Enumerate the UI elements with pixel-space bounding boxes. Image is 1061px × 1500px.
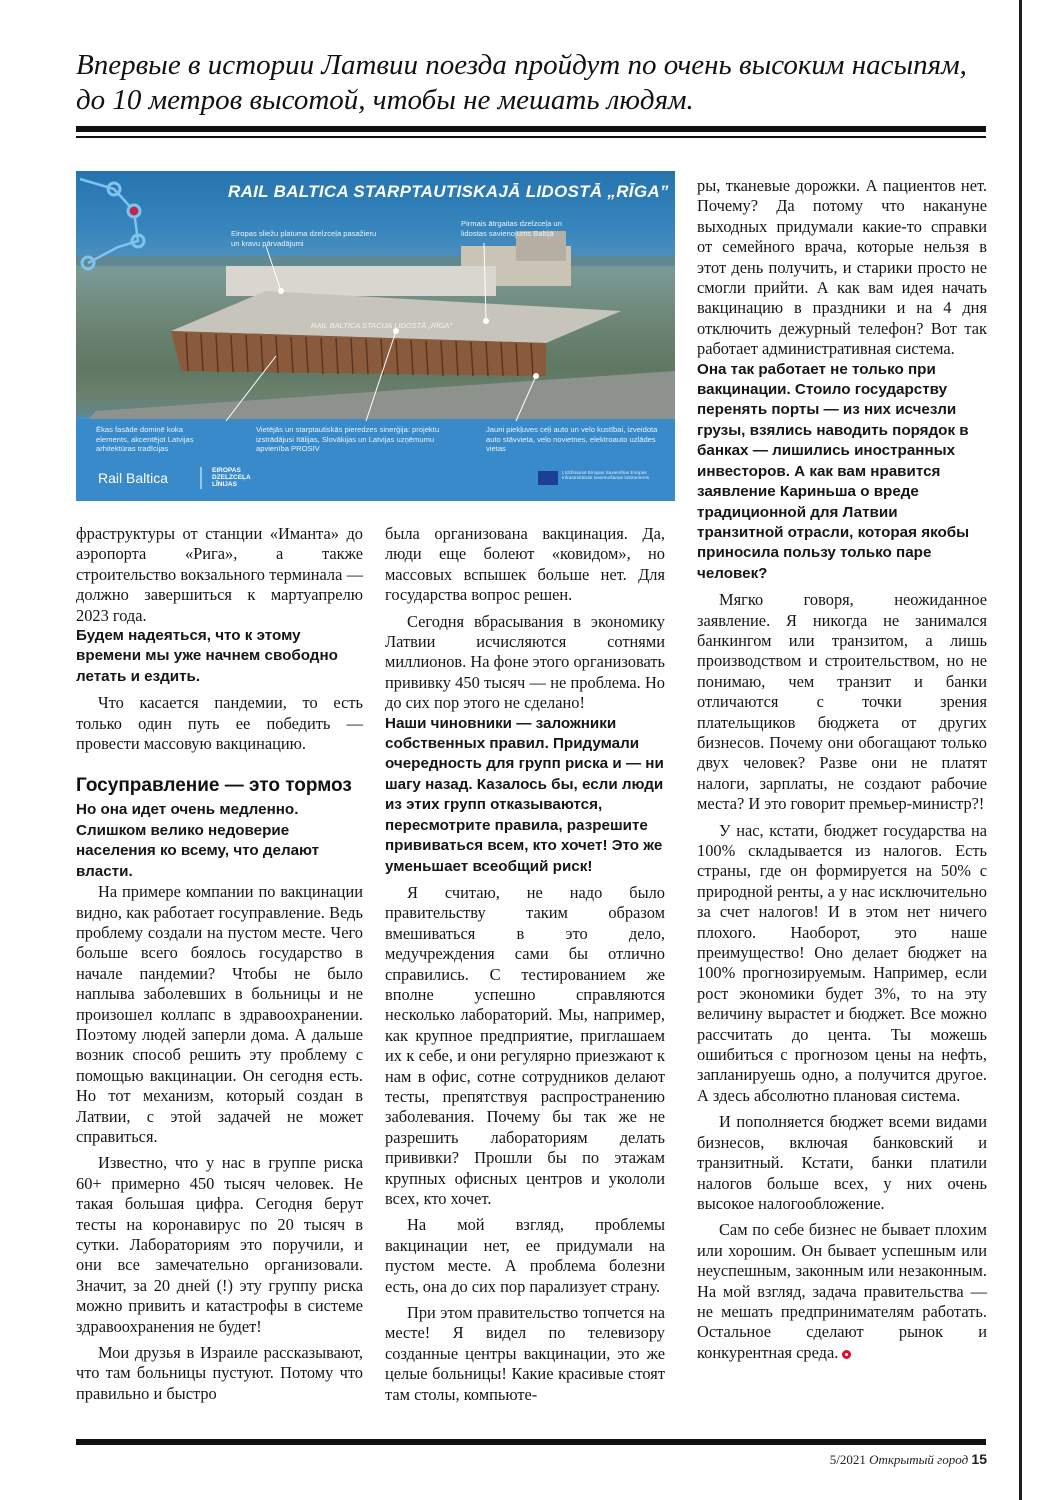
- col1-paragraph-5: На примере компании по вакцинации видно, как работает госуправление. Ведь проблему создали на пустом месте. Чего больше всего боялось государство в начале пандемии? Чтобы не было наплыва заболевших в больницы и не произошел коллапс в здравоохранении. Поэтому людей заперли дома. А дальше возник способ решить эту проблему с помощью вакцинации. Он сегодня есть. Но тот механизм, который создан в Латвии, с этой задачей не может справиться.: [76, 882, 363, 1146]
- col1-question-1: Будем надеяться, что к этому времени мы уже начнем свободно летать и ездить.: [76, 627, 338, 685]
- col3-paragraph-4: У нас, кстати, бюджет государства на 100% складывается из налогов. Есть страны, где он формируется на 50% с природной ренты, а у нас исключительно за счет налогов! И в этом нет ничего плохого. Наоборот, это наше преимущество! Оно делает бюджет на 100% прогнозируемым. Например, если рост экономики будет 3%, то на эту величину вырастет и бюджет. Все можно рассчитать до цента. Ты можешь ошибиться с прогнозом цены на нефть, запланируешь одно, а получится другое. А здесь абсолютно плановая система.: [697, 820, 987, 1105]
- col2-paragraph-1: была организована вакцинация. Да, люди еще болеют «ковидом», но массовых вспышек больше нет. Для государства вопрос решен.: [385, 524, 665, 605]
- infographic-note-2: Pirmais ātrgaitas dzelzceļa un lidostas savienojums Baltijā: [461, 219, 562, 238]
- bottom-rule: [76, 1439, 986, 1445]
- page-edge-line: [1019, 0, 1022, 1500]
- col2-question-1: Наши чиновники — заложники собственных правил. Придумали очередность для групп риска и — ни шагу назад. Казалось бы, если люди из этих групп отказываются, пересмотрите правила, разрешите прививаться всем, кто хочет! Это же уменьшает всеобщий риск!: [385, 714, 664, 875]
- eu-funding-text: Līdzfinansē Eiropas Savienības Eiropas infrastruktūras savienošanas instruments: [562, 471, 650, 482]
- infographic-title: RAIL BALTICA STARPTAUTISKAJĀ LIDOSTĀ „RĪGA”: [228, 182, 669, 201]
- column-2: [385, 524, 665, 1405]
- lead-paragraph: Впервые в истории Латвии поезда пройдут по очень высоким насыпям, до 10 метров высотой, чтобы не мешать людям.: [76, 49, 967, 116]
- column-3: [697, 176, 987, 1363]
- infographic-note-5: Jauni piekļuves ceļi auto un velo kustībai, izveidota auto stāvvieta, velo novietnes, elektroauto uzlādes vietas: [486, 425, 658, 453]
- section-heading: Госуправление — это тормоз: [76, 775, 352, 797]
- col2-paragraph-6: При этом правительство топчется на месте! Я видел по телевизору созданные центры вакцинации, это же целые больницы! Какие красивые стоят там столы, компьюте-: [385, 1303, 665, 1404]
- eu-flag-icon: [538, 471, 558, 485]
- edzl-logo: EIROPAS DZELZCEĻA LĪNIJAS: [212, 467, 251, 488]
- col1-paragraph-1: фраструктуры от станции «Иманта» до аэропорта «Рига», а также строительство вокзального терминала — должно завершиться к мартуапрелю 2023 года.: [76, 524, 363, 625]
- rail-baltica-logo: Rail Baltica: [98, 470, 169, 486]
- col2-paragraph-2: Сегодня вбрасывания в экономику Латвии исчисляются сотнями миллионов. На фоне этого организовать прививку 450 тысяч — не проблема. Но до сих пор этого не сделано!: [385, 611, 665, 713]
- page-number: 15: [971, 1451, 987, 1467]
- infographic-note-1: Eiropas sliežu platuma dzelzceļa pasažieru un kravu pārvadājumi: [231, 229, 377, 248]
- col3-paragraph-5: И пополняется бюджет всеми видами бизнесов, включая банковский и транзитный. Кстати, банки платили налогов больше всех, у них очень высокое налогообложение.: [697, 1112, 987, 1213]
- col1-question-2: Но она идет очень медленно. Слишком велико недоверие населения ко всему, что делают власти.: [76, 801, 320, 880]
- infographic-note-4: Vietējās un starptautiskās pieredzes sinerģija: projektu izstrādājusi Itālijas, Slovākijas un Latvijas uzņēmumu apvienība PROSIV: [256, 425, 440, 453]
- col1-paragraph-6: Известно, что у нас в группе риска 60+ примерно 450 тысяч человек. Не такая большая цифра. Сегодня берут тесты на коронавирус по 20 тысяч в сутки. Лабораториям это поручили, и они все замечательно организовали. Значит, за 20 дней (!) эту группу риска можно привить и катастрофы в системе здравоохранения не будет!: [76, 1153, 363, 1336]
- rail-baltica-infographic: [76, 171, 675, 501]
- col3-paragraph-6-text: Сам по себе бизнес не бывает плохим или хорошим. Он бывает успешным или неуспешным, законным или незаконным. На мой взгляд, задача правительства — не мешать предпринимателям работать. Остальное сделают рынок и конкурентная среда.: [697, 1220, 987, 1362]
- col3-paragraph-1: ры, тканевые дорожки. А пациентов нет. Почему? Да потому что накануне выходных придумали какие-то справки от семейного врача, которые нельзя в этот день получить, и старики просто не смогли прийти. А как вам идея начать вакцинацию в праздники и на 4 дня отключить дежурный телефон? Вот так работает административная система.: [697, 176, 987, 359]
- end-of-article-icon: [842, 1350, 851, 1359]
- col2-paragraph-4: Я считаю, не надо было правительству таким образом вмешиваться в это дело, медучреждения сами бы отлично справились. С тестированием же вполне успешно справляются несколько лабораторий. Мы, например, как крупное предприятие, приглашаем их к себе, и они регулярно приезжают к нам в офис, сотне сотрудников делают тесты, препятствуя распространению заболевания. Почему бы так же не разрешить лабораториям делать прививки? Прошли бы по этажам крупных офисных центров и укололи всех, кто хочет.: [385, 882, 665, 1208]
- issue-number: 5/2021: [829, 1452, 866, 1467]
- column-1: [76, 524, 363, 1404]
- col1-paragraph-7: Мои друзья в Израиле рассказывают, что там больницы пустуют. Потому что правильно и быстро: [76, 1343, 363, 1403]
- magazine-name: Открытый город: [869, 1452, 969, 1467]
- col2-paragraph-5: На мой взгляд, проблемы вакцинации нет, ее придумали на пустом месте. А проблема болезни есть, она до сих пор парализует страну.: [385, 1215, 665, 1296]
- col3-paragraph-3: Мягко говоря, неожиданное заявление. Я никогда не занимался банкингом или транзитом, а лишь производством и строительством, но не понимаю, чем транзит и банки отличаются с точки зрения плательщиков бюджета от других бизнесов. Почему они обогащают только двух человек? Разве они не платят налоги, зарплаты, не создают рабочие места? И это говорит премьер-министр?!: [697, 590, 987, 814]
- col3-question-1: Она так работает не только при вакцинации. Стоило государству перенять порты — из них исчезли грузы, взялись наводить порядок в банках — лишились иностранных инвесторов. А как вам нравится заявление Кариньша о вреде традиционной для Латвии транзитной отрасли, которая якобы приносила пользу только паре человек?: [697, 360, 970, 582]
- col3-paragraph-6: [697, 1220, 987, 1363]
- top-rule-thin: [76, 136, 986, 138]
- top-rule: [76, 126, 986, 132]
- infographic-station-label: RAIL BALTICA STACIJA LIDOSTĀ „RĪGA”: [311, 321, 452, 330]
- page-footer: [830, 1451, 987, 1468]
- infographic-note-3: Ēkas fasāde dominē koka elements, akcentējot Latvijas arhitektūras tradīcijas: [96, 425, 194, 453]
- col1-paragraph-3: Что касается пандемии, то есть только один путь ее победить — провести массовую вакцинацию.: [76, 693, 363, 754]
